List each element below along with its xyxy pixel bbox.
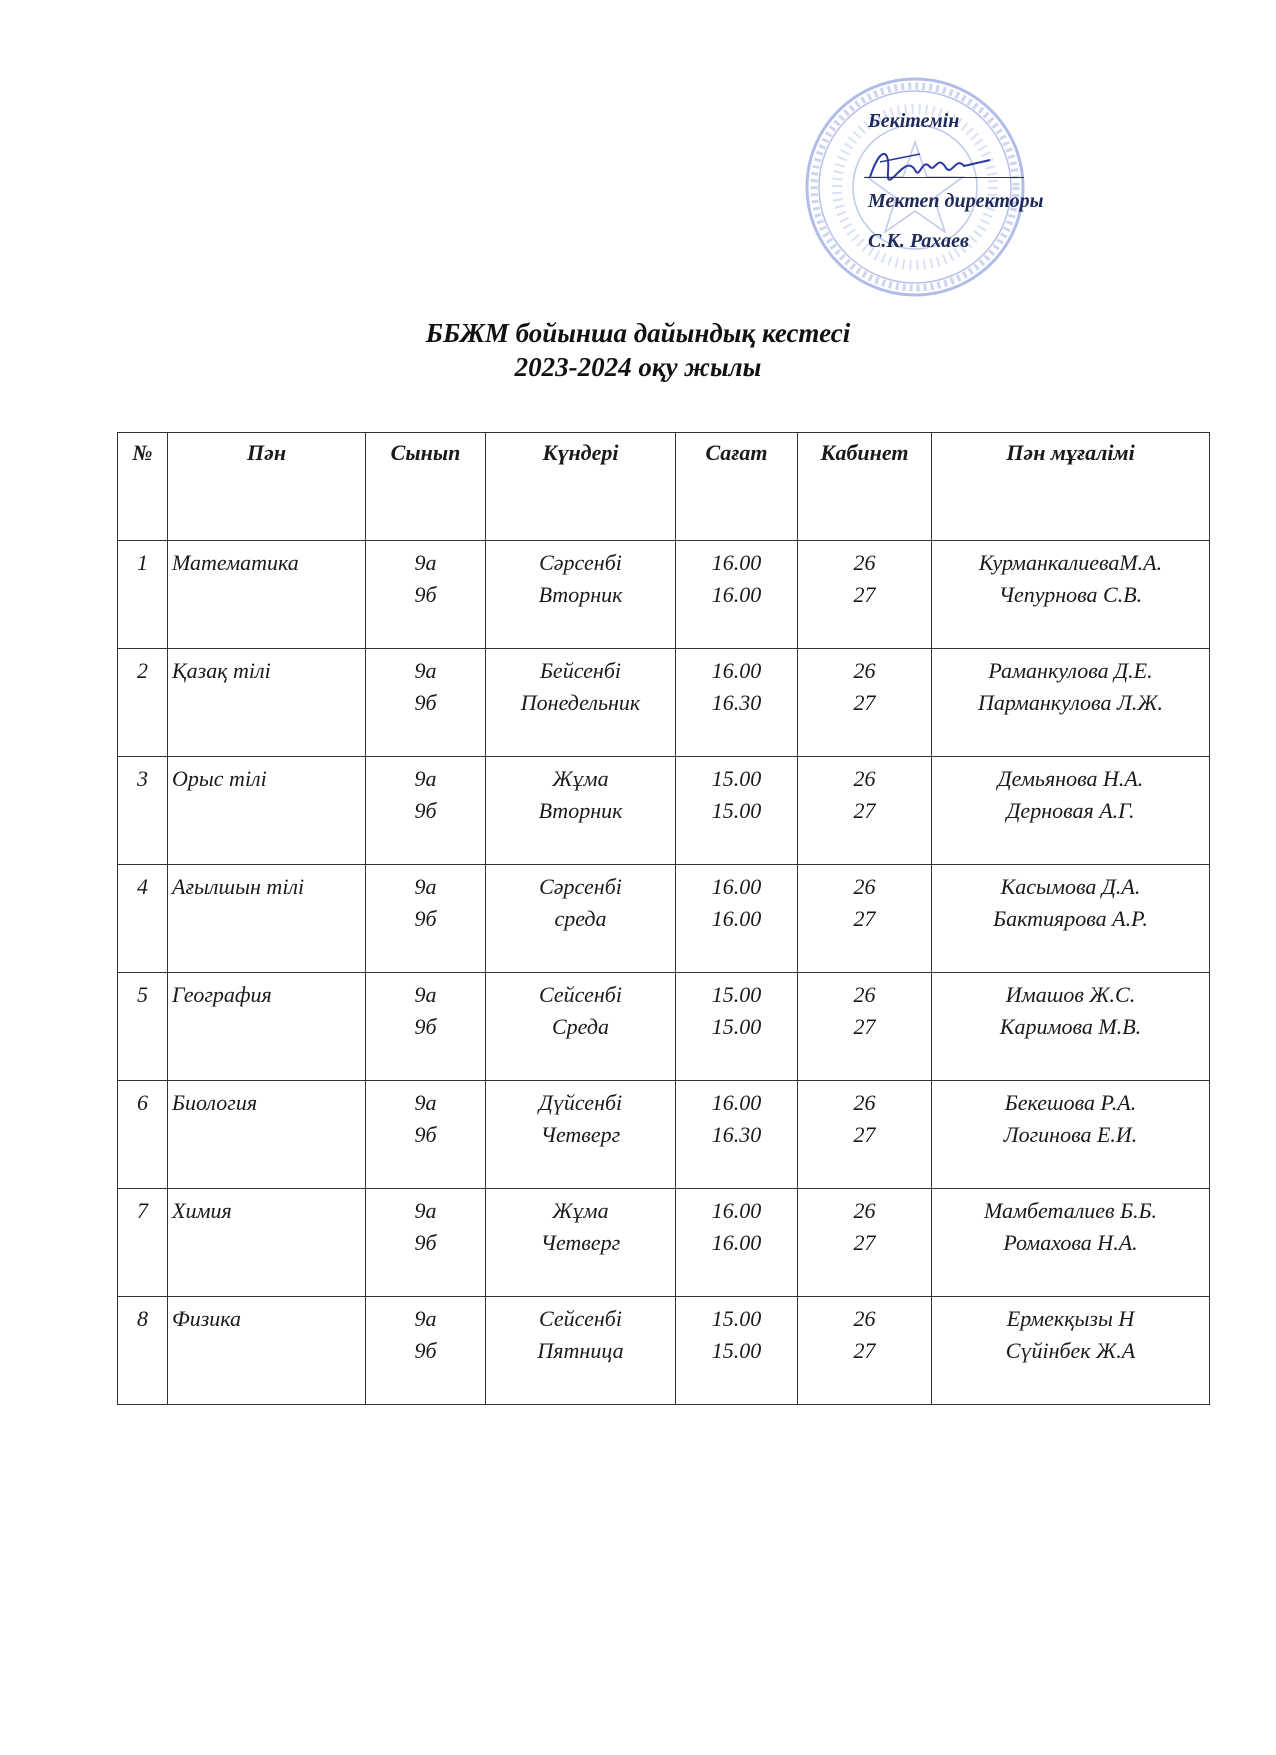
hour-cell-value: 15.00 (711, 798, 762, 823)
hour-cell-value: 16.00 (711, 658, 762, 683)
room-cell-value: 26 (853, 658, 876, 683)
days-cell (486, 757, 676, 865)
teacher-cell-value: Раманкулова Д.Е. (988, 658, 1153, 683)
signature-line (864, 177, 1024, 178)
subject-cell (168, 1081, 366, 1189)
schedule-table (117, 432, 1210, 1405)
director-signature-icon (860, 142, 1000, 187)
hour-cell-value: 15.00 (711, 982, 762, 1007)
director-position: Мектеп директоры (868, 190, 1044, 212)
room-cell-value: 27 (853, 1338, 876, 1363)
teacher-cell-value: Парманкулова Л.Ж. (977, 690, 1164, 715)
class-cell (366, 541, 486, 649)
row-number-value: 7 (137, 1198, 148, 1223)
hour-cell (676, 757, 798, 865)
class-cell (366, 973, 486, 1081)
row-number-value: 3 (137, 766, 148, 791)
subject-cell-value: Орыс тілі (172, 766, 267, 791)
class-cell-value: 9а (414, 874, 437, 899)
approval-block (800, 72, 1100, 312)
teacher-cell (932, 757, 1210, 865)
days-cell-value: среда (554, 906, 607, 931)
subject-cell-value: Математика (172, 550, 299, 575)
room-cell-value: 27 (853, 1230, 876, 1255)
hour-cell-value: 15.00 (711, 1338, 762, 1363)
subject-cell-value: Биология (172, 1090, 258, 1115)
days-cell-value: Четверг (540, 1230, 621, 1255)
room-cell-value: 27 (853, 1122, 876, 1147)
days-cell (486, 1189, 676, 1297)
room-cell (798, 1189, 932, 1297)
header-teacher: Пән мұғалімі (932, 433, 1210, 541)
subject-cell-value: Қазақ тілі (172, 658, 271, 683)
teacher-cell-value: Демьянова Н.А. (997, 766, 1144, 791)
class-cell-value: 9б (414, 798, 437, 823)
days-cell-value: Сейсенбі (539, 982, 622, 1007)
header-room: Кабинет (798, 433, 932, 541)
days-cell-value: Жұма (552, 766, 609, 791)
hour-cell-value: 16.30 (711, 1122, 762, 1147)
teacher-cell (932, 1297, 1210, 1405)
days-cell-value: Сәрсенбі (539, 550, 622, 575)
class-cell (366, 1081, 486, 1189)
hour-cell (676, 865, 798, 973)
room-cell (798, 973, 932, 1081)
room-cell-value: 26 (853, 1306, 876, 1331)
room-cell-value: 26 (853, 982, 876, 1007)
days-cell-value: Сейсенбі (539, 1306, 622, 1331)
header-num: № (118, 433, 168, 541)
hour-cell-value: 16.00 (711, 582, 762, 607)
room-cell (798, 649, 932, 757)
document-title: ББЖМ бойынша дайындық кестесі (425, 318, 851, 348)
hour-cell-value: 16.00 (711, 874, 762, 899)
class-cell-value: 9а (414, 1198, 437, 1223)
director-name: С.К. Рахаев (868, 230, 969, 252)
subject-cell-value: Химия (172, 1198, 232, 1223)
days-cell-value: Вторник (538, 798, 623, 823)
room-cell-value: 26 (853, 1090, 876, 1115)
header-subject: Пән (168, 433, 366, 541)
teacher-cell-value: Касымова Д.А. (1000, 874, 1141, 899)
table-header-row (118, 433, 1210, 541)
teacher-cell (932, 973, 1210, 1081)
class-cell-value: 9б (414, 1122, 437, 1147)
hour-cell-value: 15.00 (711, 766, 762, 791)
row-number-value: 4 (137, 874, 148, 899)
table-row (118, 1189, 1210, 1297)
days-cell (486, 1081, 676, 1189)
subject-cell (168, 541, 366, 649)
row-number-value: 1 (137, 550, 148, 575)
teacher-cell (932, 649, 1210, 757)
subject-cell (168, 1297, 366, 1405)
subject-cell (168, 757, 366, 865)
room-cell-value: 27 (853, 690, 876, 715)
class-cell-value: 9а (414, 1306, 437, 1331)
room-cell-value: 27 (853, 1014, 876, 1039)
teacher-cell-value: Имашов Ж.С. (1005, 982, 1136, 1007)
approval-label: Бекітемін (868, 110, 960, 132)
teacher-cell-value: Сүйінбек Ж.А (1005, 1338, 1136, 1363)
hour-cell-value: 16.00 (711, 906, 762, 931)
table-row (118, 757, 1210, 865)
class-cell (366, 1297, 486, 1405)
teacher-cell-value: Каримова М.В. (999, 1014, 1142, 1039)
teacher-cell-value: Чепурнова С.В. (998, 582, 1143, 607)
header-class: Сынып (366, 433, 486, 541)
teacher-cell-value: Ромахова Н.А. (1003, 1230, 1138, 1255)
row-number-value: 5 (137, 982, 148, 1007)
table-row (118, 1297, 1210, 1405)
row-number (118, 1189, 168, 1297)
days-cell-value: Жұма (552, 1198, 609, 1223)
days-cell-value: Понедельник (520, 690, 641, 715)
teacher-cell-value: Бекешова Р.А. (1004, 1090, 1137, 1115)
teacher-cell-value: Дерновая А.Г. (1006, 798, 1135, 823)
days-cell (486, 973, 676, 1081)
class-cell (366, 649, 486, 757)
hour-cell (676, 1189, 798, 1297)
days-cell-value: Пятница (537, 1338, 624, 1363)
room-cell-value: 27 (853, 906, 876, 931)
subject-cell (168, 1189, 366, 1297)
hour-cell (676, 1297, 798, 1405)
teacher-cell (932, 1081, 1210, 1189)
class-cell (366, 1189, 486, 1297)
header-hour: Сағат (676, 433, 798, 541)
teacher-cell (932, 541, 1210, 649)
row-number (118, 1297, 168, 1405)
class-cell-value: 9б (414, 1338, 437, 1363)
class-cell-value: 9б (414, 582, 437, 607)
subject-cell-value: Ағылшын тілі (172, 874, 305, 899)
class-cell-value: 9б (414, 906, 437, 931)
room-cell (798, 1297, 932, 1405)
hour-cell-value: 16.00 (711, 550, 762, 575)
class-cell-value: 9а (414, 1090, 437, 1115)
teacher-cell-value: Бактиярова А.Р. (993, 906, 1148, 931)
days-cell (486, 865, 676, 973)
class-cell-value: 9б (414, 1230, 437, 1255)
room-cell (798, 757, 932, 865)
row-number (118, 1081, 168, 1189)
row-number-value: 8 (137, 1306, 148, 1331)
teacher-cell (932, 1189, 1210, 1297)
row-number (118, 757, 168, 865)
days-cell-value: Четверг (540, 1122, 621, 1147)
teacher-cell (932, 865, 1210, 973)
class-cell-value: 9а (414, 766, 437, 791)
room-cell-value: 26 (853, 766, 876, 791)
class-cell-value: 9б (414, 1014, 437, 1039)
hour-cell (676, 649, 798, 757)
row-number (118, 973, 168, 1081)
table-row (118, 541, 1210, 649)
room-cell-value: 26 (853, 1198, 876, 1223)
days-cell-value: Сәрсенбі (539, 874, 622, 899)
teacher-cell-value: Ермекқызы Н (1006, 1306, 1135, 1331)
table-row (118, 973, 1210, 1081)
hour-cell-value: 16.00 (711, 1090, 762, 1115)
days-cell-value: Бейсенбі (539, 658, 622, 683)
row-number (118, 865, 168, 973)
class-cell-value: 9а (414, 658, 437, 683)
days-cell-value: Вторник (538, 582, 623, 607)
table-row (118, 865, 1210, 973)
subject-cell (168, 973, 366, 1081)
days-cell-value: Среда (551, 1014, 610, 1039)
room-cell (798, 865, 932, 973)
hour-cell-value: 16.00 (711, 1198, 762, 1223)
row-number (118, 649, 168, 757)
header-days: Күндері (486, 433, 676, 541)
row-number-value: 6 (137, 1090, 148, 1115)
teacher-cell-value: Логинова Е.И. (1003, 1122, 1138, 1147)
subject-cell (168, 649, 366, 757)
subject-cell (168, 865, 366, 973)
hour-cell (676, 973, 798, 1081)
room-cell-value: 27 (853, 798, 876, 823)
class-cell (366, 865, 486, 973)
teacher-cell-value: Мамбеталиев Б.Б. (983, 1198, 1158, 1223)
table-row (118, 649, 1210, 757)
room-cell (798, 1081, 932, 1189)
hour-cell (676, 1081, 798, 1189)
subject-cell-value: Физика (172, 1306, 242, 1331)
hour-cell (676, 541, 798, 649)
class-cell-value: 9а (414, 982, 437, 1007)
room-cell-value: 26 (853, 874, 876, 899)
class-cell-value: 9а (414, 550, 437, 575)
hour-cell-value: 15.00 (711, 1306, 762, 1331)
row-number-value: 2 (137, 658, 148, 683)
subject-cell-value: География (172, 982, 272, 1007)
days-cell-value: Дүйсенбі (538, 1090, 623, 1115)
school-seal-stamp-icon (800, 72, 1030, 302)
days-cell (486, 649, 676, 757)
hour-cell-value: 16.00 (711, 1230, 762, 1255)
class-cell (366, 757, 486, 865)
row-number (118, 541, 168, 649)
hour-cell-value: 16.30 (711, 690, 762, 715)
table-row (118, 1081, 1210, 1189)
room-cell-value: 26 (853, 550, 876, 575)
hour-cell-value: 15.00 (711, 1014, 762, 1039)
class-cell-value: 9б (414, 690, 437, 715)
days-cell (486, 541, 676, 649)
teacher-cell-value: КурманкалиеваМ.А. (978, 550, 1163, 575)
document-subtitle: 2023-2024 оқу жылы (514, 352, 762, 382)
room-cell (798, 541, 932, 649)
days-cell (486, 1297, 676, 1405)
room-cell-value: 27 (853, 582, 876, 607)
